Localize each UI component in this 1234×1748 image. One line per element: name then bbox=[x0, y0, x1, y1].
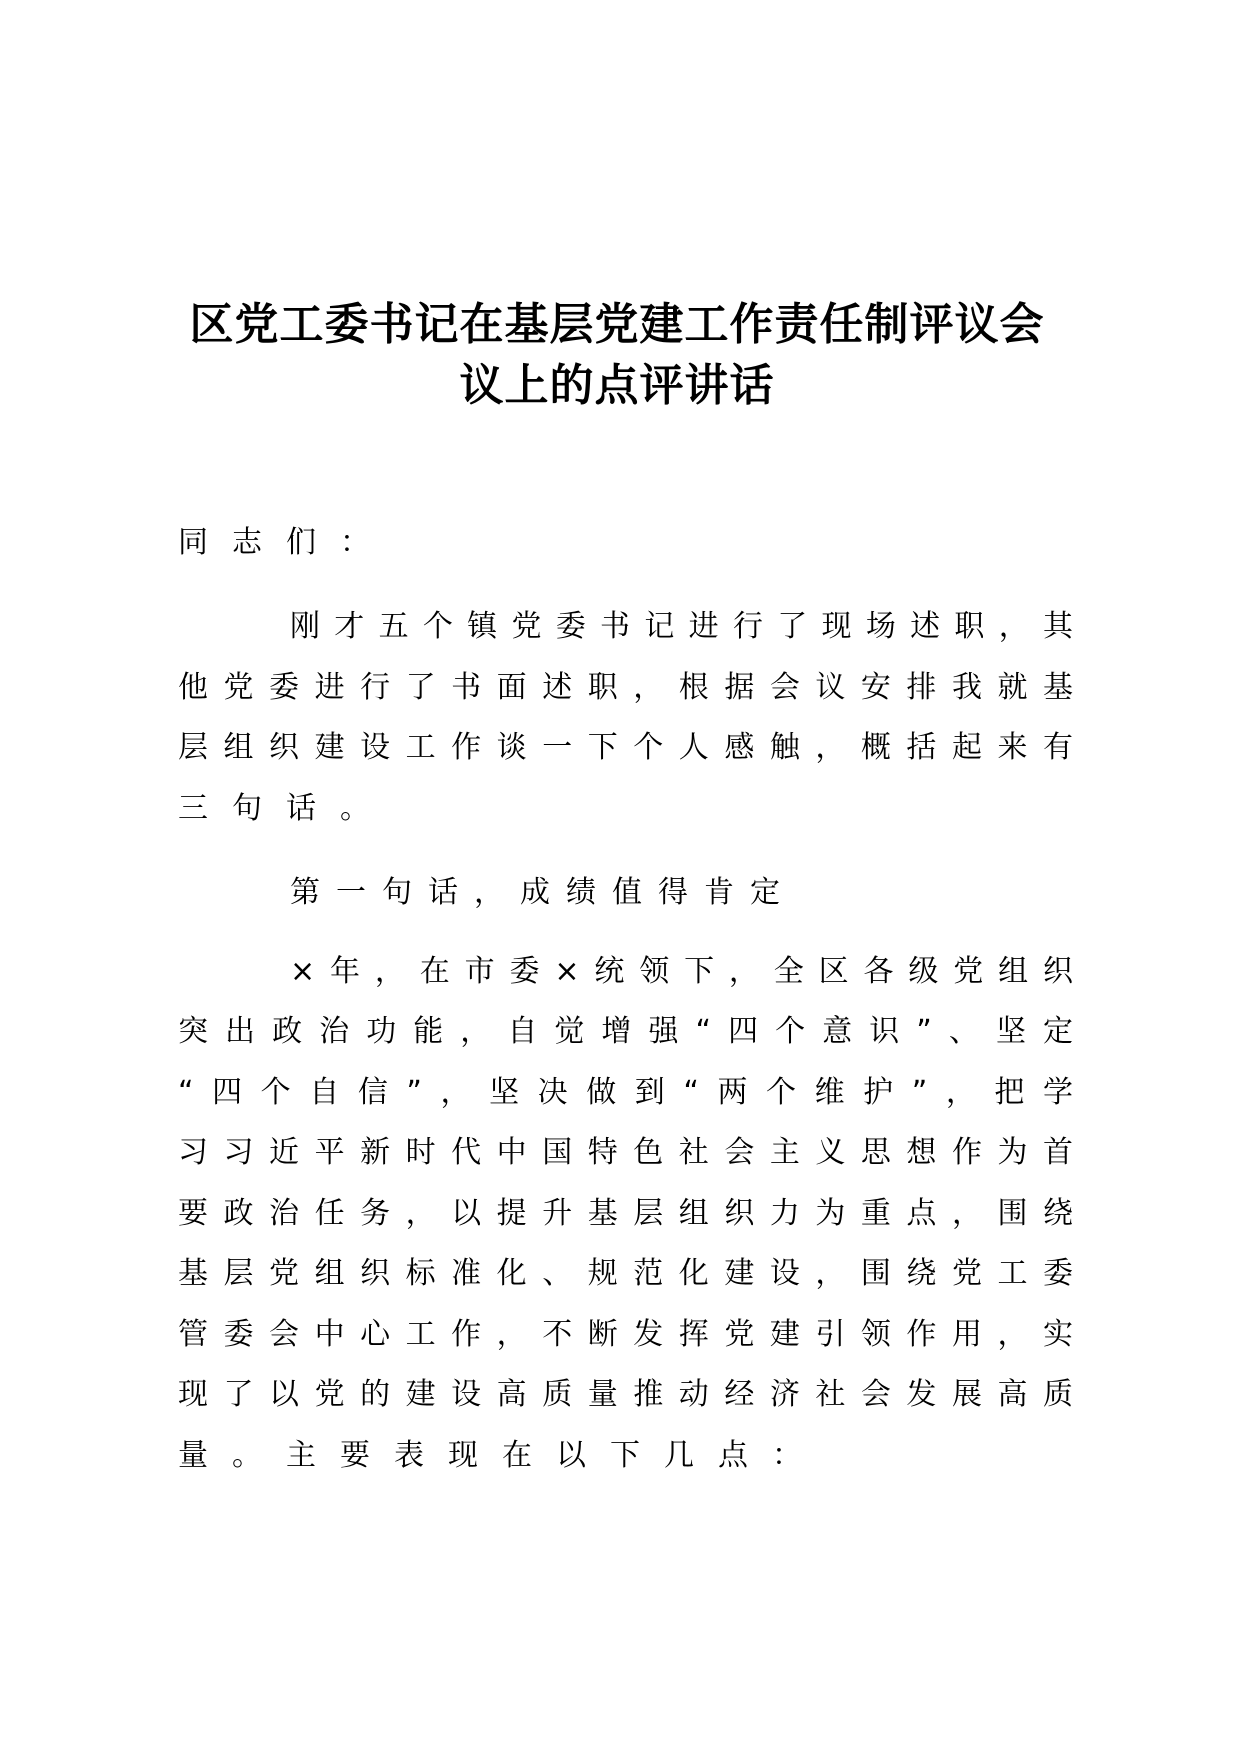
paragraph-2-line: 基层党组织标准化、规范化建设，围绕党工委 bbox=[178, 1256, 1075, 1291]
paragraph-1-line: 层组织建设工作谈一下个人感触，概括起来有 bbox=[178, 730, 1075, 765]
document-title-line-1: 区党工委书记在基层党建工作责任制评议会 bbox=[189, 299, 1045, 350]
paragraph-1-line: 三句话。 bbox=[178, 791, 394, 826]
salutation: 同志们： bbox=[178, 525, 394, 560]
paragraph-2-line: 现了以党的建设高质量推动经济社会发展高质 bbox=[178, 1377, 1075, 1412]
document-title-line-2: 议上的点评讲话 bbox=[459, 360, 775, 411]
paragraph-2-line: ×年，在市委×统领下，全区各级党组织 bbox=[290, 954, 1075, 989]
paragraph-2-line: 量。主要表现在以下几点： bbox=[178, 1438, 826, 1473]
section-heading: 第一句话，成绩值得肯定 bbox=[290, 875, 796, 910]
paragraph-1-line: 刚才五个镇党委书记进行了现场述职，其 bbox=[290, 609, 1075, 644]
paragraph-2-line: 习习近平新时代中国特色社会主义思想作为首 bbox=[178, 1135, 1075, 1170]
paragraph-2-line: 要政治任务，以提升基层组织力为重点，围绕 bbox=[178, 1196, 1075, 1231]
paragraph-2-line: 管委会中心工作，不断发挥党建引领作用，实 bbox=[178, 1317, 1075, 1352]
paragraph-2-line: 突出政治功能，自觉增强“四个意识”、坚定 bbox=[178, 1014, 1075, 1049]
paragraph-1-line: 他党委进行了书面述职，根据会议安排我就基 bbox=[178, 670, 1075, 705]
paragraph-2-line: “四个自信”，坚决做到“两个维护”，把学 bbox=[178, 1075, 1075, 1110]
